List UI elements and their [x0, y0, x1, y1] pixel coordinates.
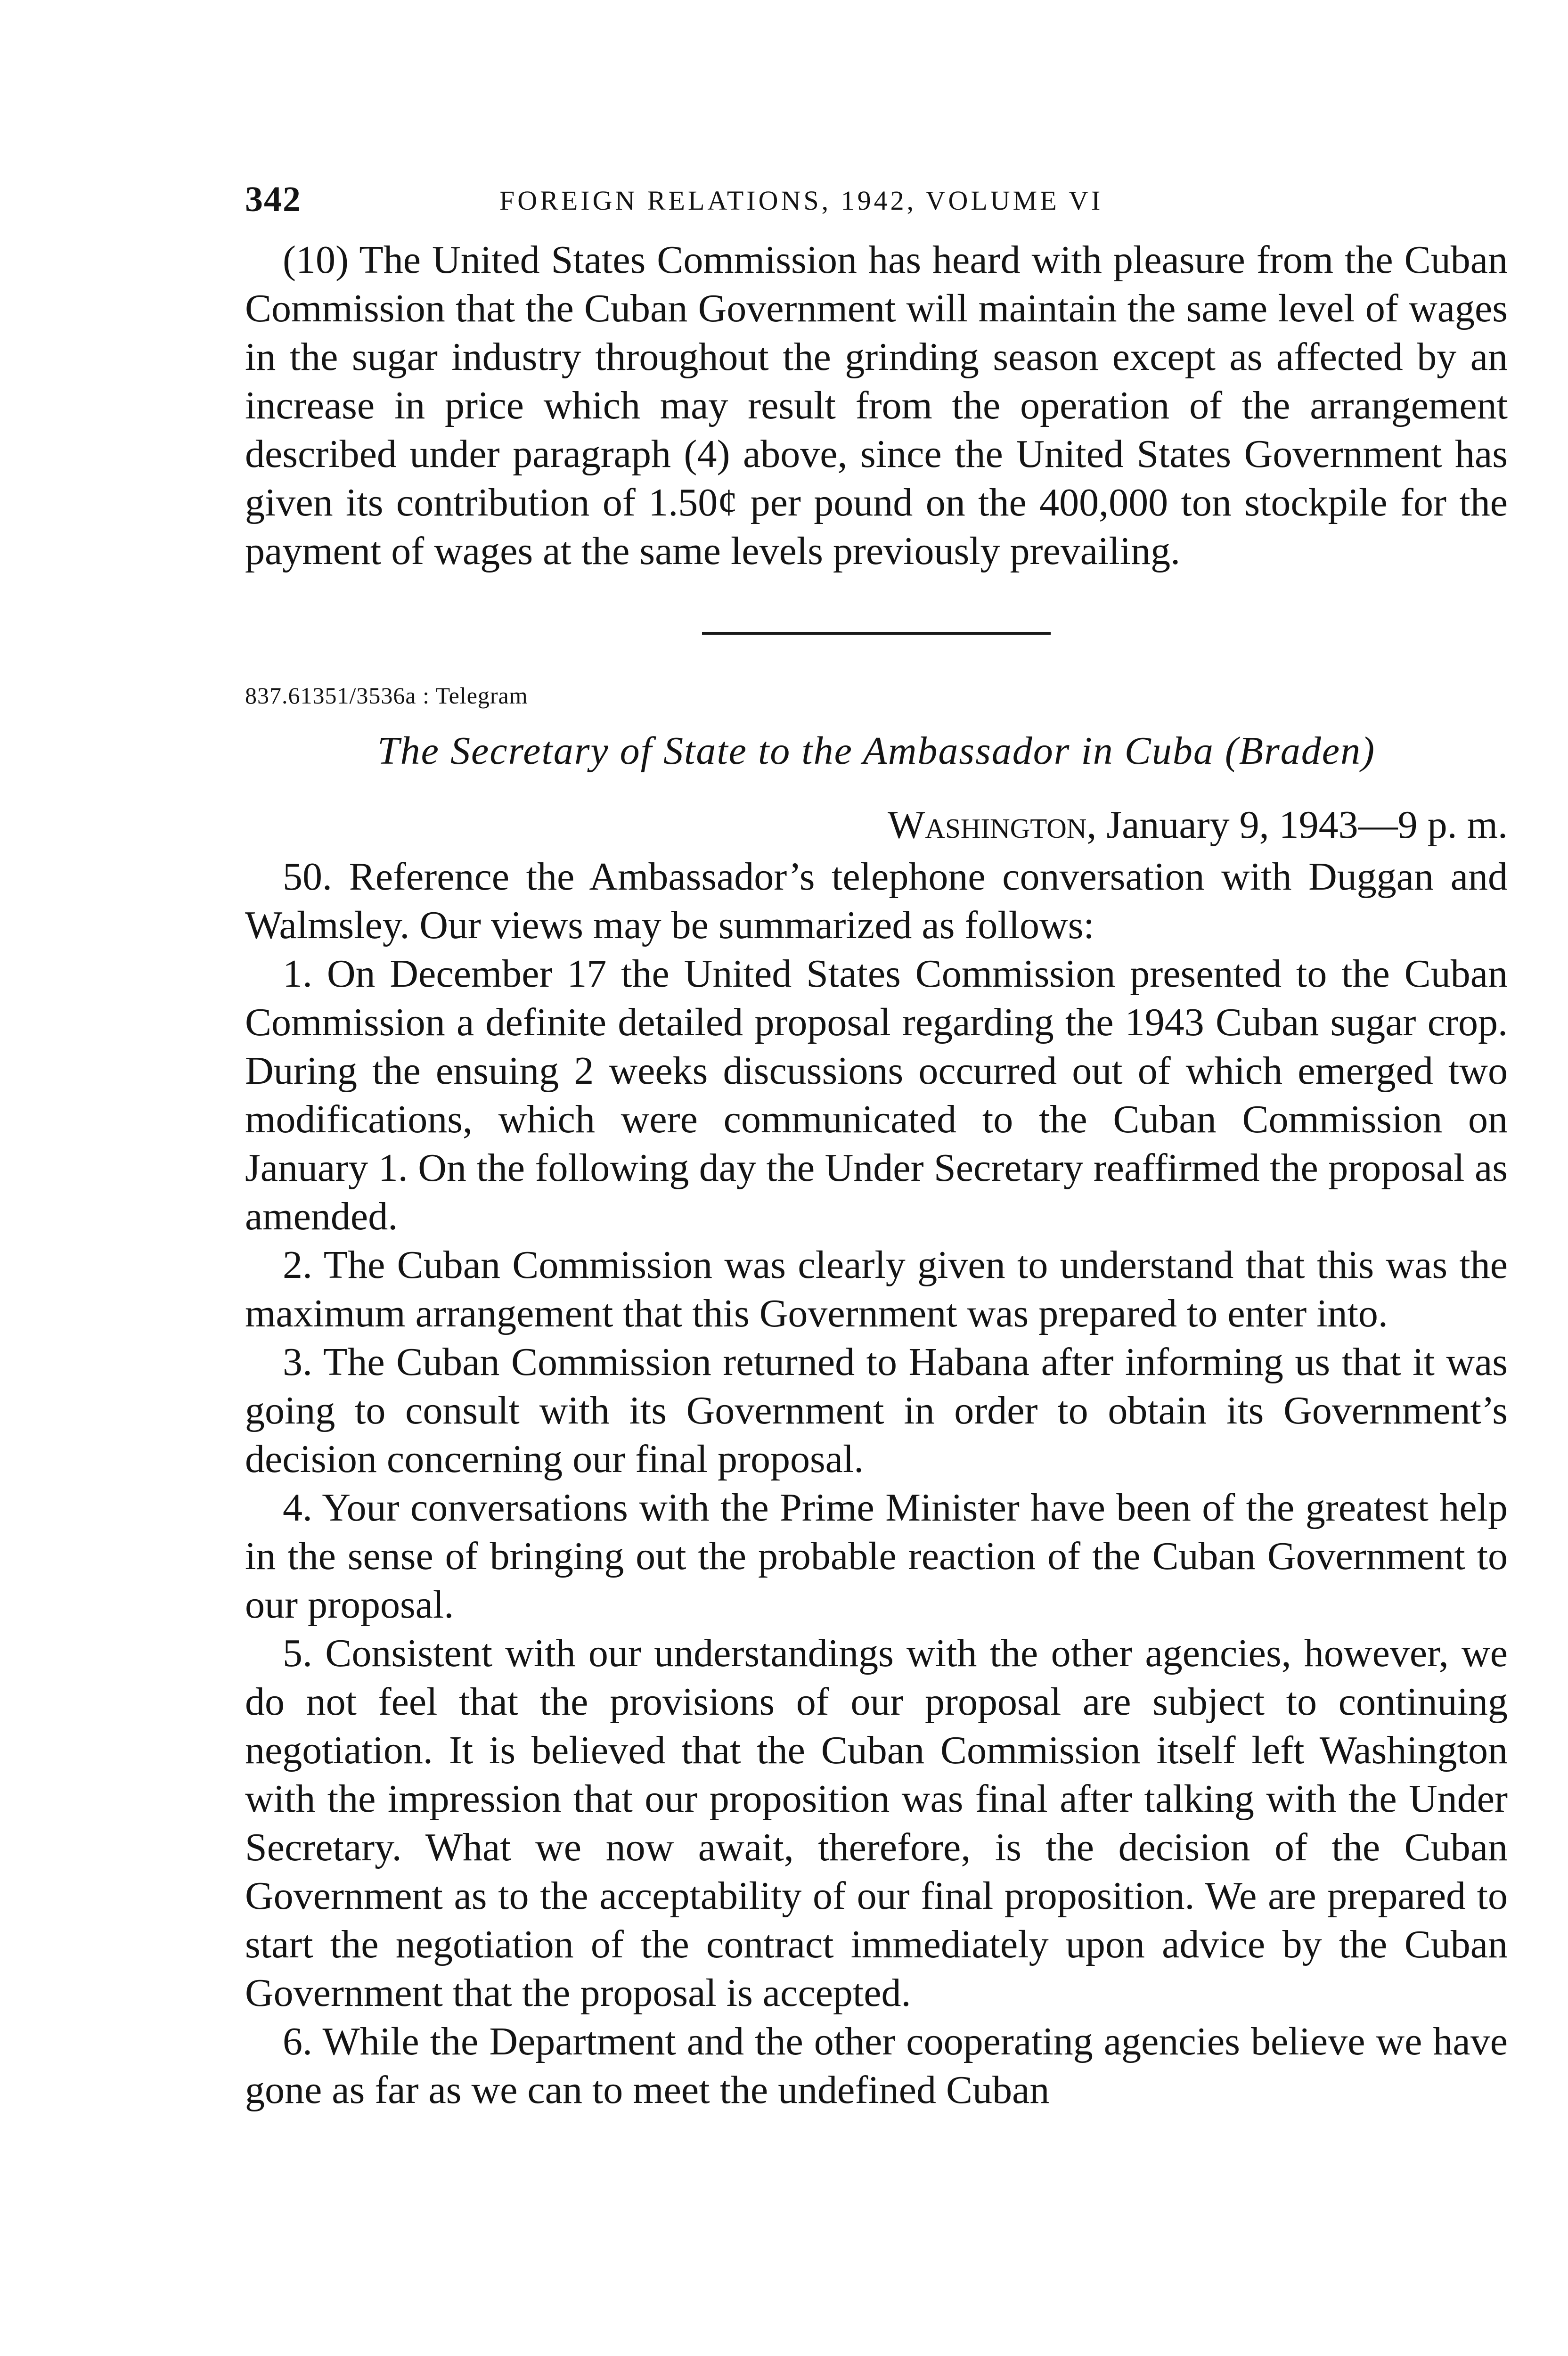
document-heading: The Secretary of State to the Ambassador in Cuba (Braden)	[377, 729, 1376, 773]
telegram-paragraph-50: 50. Reference the Ambassador’s telephone conversation with Duggan and Walmsley. Our views may be summarized as follows:	[245, 855, 1508, 947]
telegram-paragraph-1: 1. On December 17 the United States Commission presented to the Cuban Commission a definite detailed proposal regarding the 1943 Cuban sugar crop. During the ensuing 2 weeks discussions occurred out of which emerged two modifications, which were communicated to the Cuban Commission on January 1. On the following day the Under Secretary reaffirmed the proposal as amended.	[245, 952, 1508, 1238]
telegram-paragraph-4: 4. Your conversations with the Prime Minister have been of the greatest help in the sense of bringing out the probable reaction of the Cuban Government to our proposal.	[245, 1486, 1508, 1627]
running-title: FOREIGN RELATIONS, 1942, VOLUME VI	[499, 185, 1103, 216]
dateline-place: Washington,	[888, 803, 1097, 847]
dateline	[245, 802, 1508, 848]
telegram-paragraph-2: 2. The Cuban Commission was clearly given to understand that this was the maximum arrangement that this Government was prepared to enter into.	[245, 1243, 1508, 1335]
section-divider	[702, 632, 1051, 635]
paragraph-10: (10) The United States Commission has heard with pleasure from the Cuban Commission that the Cuban Government will maintain the same level of wages in the sugar industry throughout the grinding season except as affected by an increase in price which may result from the operation of the arrangement described under paragraph (4) above, since the United States Government has given its contribution of 1.50¢ per pound on the 400,000 ton stockpile for the payment of wages at the same levels previously prevailing.	[245, 238, 1508, 573]
telegram-paragraph-3: 3. The Cuban Commission returned to Habana after informing us that it was going to consult with its Government in order to obtain its Government’s decision concerning our final proposal.	[245, 1340, 1508, 1481]
telegram-paragraph-6: 6. While the Department and the other cooperating agencies believe we have gone as far as we can to meet the undefined Cuban	[245, 2020, 1508, 2112]
dateline-date: January 9, 1943—9 p. m.	[1096, 803, 1508, 847]
telegram-paragraph-5: 5. Consistent with our understandings with the other agencies, however, we do not feel that the provisions of our proposal are subject to continuing negotiation. It is believed that the Cuban Commission itself left Washington with the impression that our proposition was final after talking with the Under Secretary. What we now await, therefore, is the decision of the Cuban Government as to the acceptability of our final proposition. We are prepared to start the negotiation of the contract immediately upon advice by the Cuban Government that the proposal is accepted.	[245, 1631, 1508, 2015]
file-reference: 837.61351/3536a : Telegram	[245, 682, 528, 709]
page-number: 342	[245, 180, 302, 219]
document-page	[245, 179, 1508, 2114]
running-head	[245, 179, 1508, 236]
